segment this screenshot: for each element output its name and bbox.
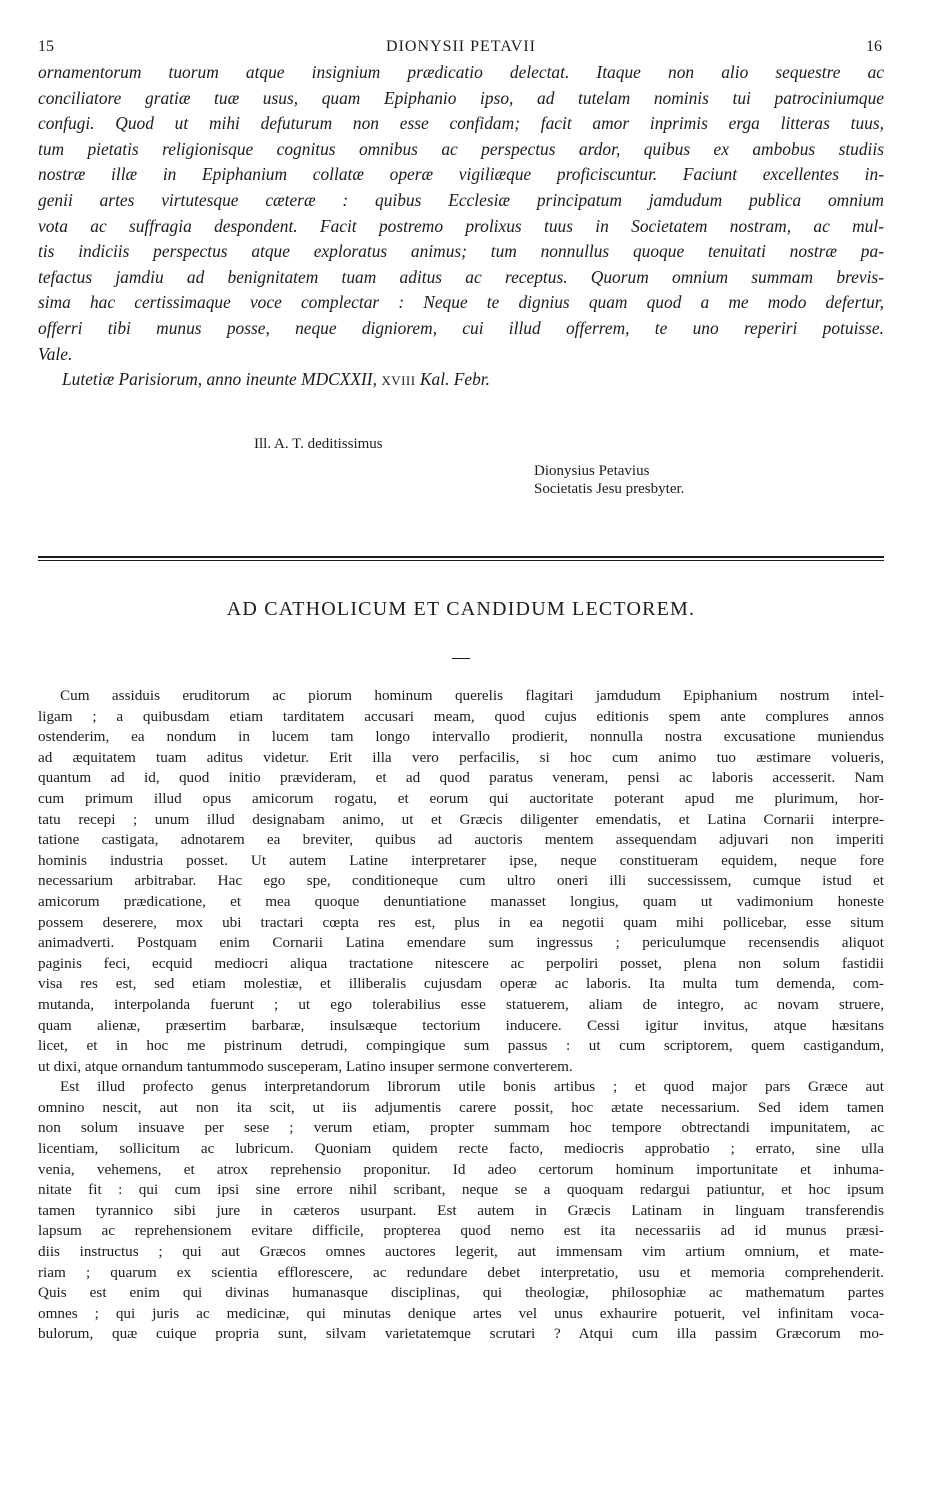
closing-block	[38, 420, 884, 500]
body-line: mutanda, interpolanda fuerunt ; ut ego tolerabilius esse statuerem, aliam de integro, ac novam struere,	[38, 995, 884, 1013]
body-line: tatu recepi ; unum illud designabam animo, ut et Græcis diligenter emendatis, et Latina Cornarii interpre-	[38, 810, 884, 828]
page-number-left: 15	[38, 38, 54, 55]
dedication-line: sima hac certissimaque voce complectar : Neque te dignius quam quod a me modo defertur,	[38, 292, 884, 313]
body-line: licentiam, sollicitum ac lubricum. Quoniam quidem recte facto, mediocris approbatio ; errato, sine ulla	[38, 1140, 884, 1158]
dedication-line: Vale.	[38, 343, 73, 364]
dedication-line: offerri tibi munus posse, neque digniorem, cui illud offerrem, te uno reperiri potuisse.	[38, 317, 884, 338]
body-line: Quis est enim qui divinas humanasque disciplinas, qui theologiæ, philosophiæ ac mathematum partes	[38, 1284, 884, 1302]
body-line: ostenderim, ea nondum in lucem tam longo intervallo prodierit, nonnulla nostra excusatione muniendus	[38, 728, 884, 746]
body-line: omnes ; qui juris ac medicinæ, qui minutas denique artes vel unus exhaurire potuerit, vel infinitam voca-	[38, 1304, 884, 1322]
body-line: amicorum prædicatione, et mea quoque denuntiatione manasset longius, quam ut vadimonium honeste	[38, 892, 884, 910]
body-line: tamen tyrannico sibi jure in cæteros usurpant. Est autem in Græcis Latinam in linguam transferendis	[38, 1201, 884, 1219]
dedication-line: conciliatore gratiæ tuæ usus, quam Epiphanio ipso, ad tutelam nominis tui patrociniumque	[38, 87, 884, 108]
dedication-line: tefactus jamdiu ad benignitatem tuam aditus ac receptus. Quorum omnium summam brevis-	[38, 266, 884, 287]
body-line: paginis feci, ecquid mediocri aliqua tractatione nitescere ac perpoliri posset, plena non solum fastidii	[38, 954, 884, 972]
signature	[534, 462, 684, 498]
section-rule-thin	[38, 560, 884, 561]
body-line: ut dixi, atque ornandum tantummodo susceperam, Latino insuper sermone converterem.	[38, 1057, 573, 1075]
dedication-text	[38, 60, 884, 367]
dedication-line: tis indiciis perspectus atque exploratus animus; tum nonnullus quoque tenuitati nostræ pa-	[38, 241, 884, 262]
body-line: ligam ; a quibusdam etiam tarditatem accusari meam, quod cujus editionis spem ante complures annos	[38, 707, 884, 725]
body-line: necessarium arbitrabar. Hac ego spe, conditioneque cum ultro oneri illi successissem, cumque istud et	[38, 872, 884, 890]
body-line: riam ; quarum ex scientia efflorescere, ac redundare debet interpretatio, usu et memoria comprehenderit.	[38, 1263, 884, 1281]
body-line: licet, et in hoc me pistrinum detrudi, compingique sum passus : ut cum scriptorem, quem castigandum,	[38, 1037, 884, 1055]
body-line: nitate fit : qui cum ipsi sine errore nihil scribant, neque se a quoquam redargui patiuntur, et hoc ipsum	[38, 1181, 884, 1199]
body-line: hominis industria posset. Ut autem Latine interpretarer ipse, neque constitueram equidem, neque fore	[38, 851, 884, 869]
dedication-line: ornamentorum tuorum atque insignium prædicatio delectat. Itaque non alio sequestre ac	[38, 62, 884, 82]
body-line: lapsum ac reprehensionem evitare difficile, propterea quod nemo est ita necessariis ad id munus præsi-	[38, 1222, 884, 1240]
body-line: tatione castigata, adnotarem ea breviter, quibus ad auctoris mentem assequendam adjuvari non imperiti	[38, 831, 884, 849]
page	[38, 38, 884, 1343]
dedication-line: vota ac suffragia despondent. Facit postremo prolixus tuus in Societatem nostram, ac mul-	[38, 215, 884, 236]
body-line: diis instructus ; qui aut Græcos omnes auctores legerit, aut immensam vim artium omnium, et mate-	[38, 1243, 884, 1261]
body-line: quam alienæ, præsertim barbaræ, insulsæque tectorium inducere. Cessi igitur invitus, atque hæsitans	[38, 1016, 884, 1034]
body-line: possem deserere, mox ubi tractari cœpta res est, plus in ea negotii quam mihi pollicebar, esse situm	[38, 913, 884, 931]
section-title: AD CATHOLICUM ET CANDIDUM LECTOREM.	[226, 598, 696, 620]
body-line: Cum assiduis eruditorum ac piorum hominum querelis flagitari jamdudum Epiphanium nostrum intel-	[60, 687, 884, 704]
title-dash	[452, 658, 470, 659]
section-rule-thick	[38, 556, 884, 558]
dateline-numeral: XVIII	[381, 373, 416, 389]
body-line: omnino nescit, aut non ita scit, ut iis adjumentis carere possit, hoc ætate necessarium. Sed idem tamen	[38, 1098, 884, 1116]
body-line: visa res est, sed etiam molestiæ, et illiberalis cujusdam operæ ac laboris. Ita multa tum demenda, com-	[38, 975, 884, 993]
dateline	[62, 369, 884, 390]
signature-name: Dionysius Petavius	[534, 463, 650, 480]
body-line: non solum insuave per sese ; verum etiam, propter summam hoc tempore obtrectandi impunitatem, ac	[38, 1119, 884, 1137]
dedication-line: confugi. Quod ut mihi defuturum non esse confidam; facit amor inprimis erga litteras tuus,	[38, 113, 884, 134]
page-number-right: 16	[866, 38, 882, 55]
dedication-line: genii artes virtutesque cæteræ : quibus Ecclesiæ principatum jamdudum publica omnium	[38, 189, 884, 210]
body-line: animadverti. Postquam enim Cornarii Latina emendare sum ingressus ; periculumque recensendis aliquot	[38, 934, 884, 952]
dateline-end: Kal. Febr.	[419, 369, 490, 390]
body-line: Est illud profecto genus interpretandorum librorum utile bonis artibus ; et quod major pars Græce aut	[60, 1078, 884, 1096]
body-line: ad æquitatem tuam aditus videtur. Erit illa vero perfacilis, si hoc cum animo tuo æstimare volueris,	[38, 748, 884, 766]
dateline-text: Lutetiæ Parisiorum, anno ineunte MDCXXII,	[62, 369, 377, 390]
body-line: venia, vehemens, et atrox reprehensio proponitur. Id adeo certorum hominum importunitate et inhuma-	[38, 1160, 884, 1178]
dedication-line: nostræ illæ in Epiphanium collatæ operæ vigiliæque proficiscuntur. Faciunt excellentes in-	[38, 164, 884, 185]
signature-title: Societatis Jesu presbyter.	[534, 481, 685, 498]
body-line: bulorum, quæ cuique propria sunt, silvam varietatemque scrutari ? Atqui cum illa passim Græcorum mo-	[38, 1325, 884, 1343]
body-line: quantum ad id, quod initio prævideram, et ad quod paratus veneram, pensi ac laboris accesserit. Nam	[38, 769, 884, 787]
body-text	[38, 686, 884, 1345]
dedication-line: tum pietatis religionisque cognitus omnibus ac perspectus ardor, quibus ex ambobus studiis	[38, 138, 884, 159]
running-header	[38, 38, 884, 60]
closing-salutation: Ill. A. T. deditissimus	[254, 436, 383, 453]
body-line: cum primum illud opus amicorum rogatu, et eorum qui auctoritate poterant apud me plurimum, hor-	[38, 789, 884, 807]
running-title: DIONYSII PETAVII	[386, 38, 536, 55]
